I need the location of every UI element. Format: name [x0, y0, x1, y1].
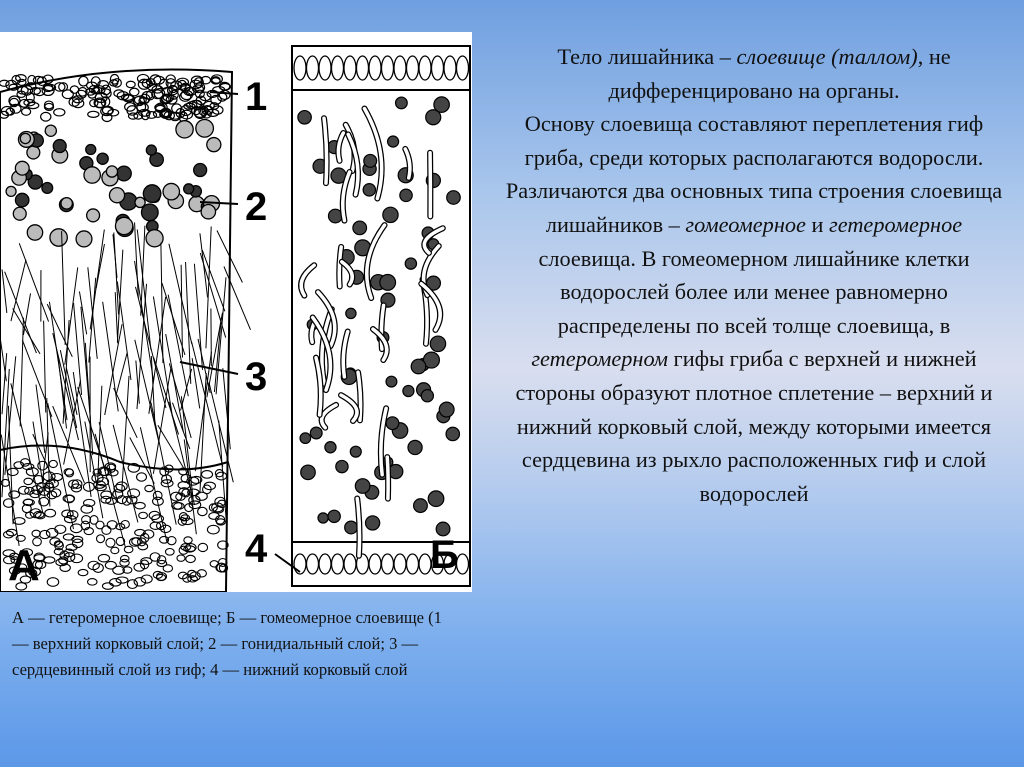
- algal-cell: [386, 376, 397, 387]
- algal-cell: [396, 97, 408, 109]
- algal-cell: [15, 193, 28, 206]
- algal-cell: [42, 183, 53, 194]
- algal-cell: [355, 479, 370, 494]
- algal-cell: [50, 229, 67, 246]
- algal-cell: [117, 166, 132, 181]
- algal-cell: [310, 427, 322, 439]
- algal-cell: [61, 198, 72, 209]
- algal-cell: [84, 167, 100, 183]
- text-fragment: гифы гриба с верхней и нижней стороны образуют плотное сплетение – верхний и нижний корковый слой, между которыми имеется сердцевина из рыхло расположенных гиф и слой водорослей: [515, 346, 993, 506]
- algal-cell: [109, 188, 124, 203]
- algal-cell: [20, 133, 30, 143]
- algal-cell: [86, 144, 96, 154]
- label-b: Б: [430, 533, 459, 577]
- algal-cell: [403, 385, 414, 396]
- text-fragment: , не дифференцировано на органы.: [608, 44, 951, 103]
- cortex-cell: [18, 79, 26, 85]
- algal-cell: [421, 390, 433, 402]
- algal-cell: [300, 433, 311, 444]
- algal-cell: [13, 207, 26, 220]
- algal-cell: [439, 402, 454, 417]
- text-fragment: Основу слоевища составляют переплетения гиф гриба, среди которых располагаются водоросли.: [524, 111, 984, 170]
- algal-cell: [447, 191, 461, 205]
- algal-cell: [364, 154, 377, 167]
- main-description-text: [500, 40, 1008, 510]
- algal-cell: [196, 119, 214, 137]
- algal-cell: [388, 136, 399, 147]
- algal-cell: [53, 140, 66, 153]
- algal-cell: [194, 164, 207, 177]
- algal-cell: [97, 153, 108, 164]
- algal-cell: [45, 125, 56, 136]
- algal-cell: [163, 183, 179, 199]
- term-heteromerous: гетеромерном: [531, 346, 668, 372]
- fungal-hypha-inner: [387, 457, 388, 499]
- homeomerous-thallus-drawing: [292, 46, 470, 586]
- algal-cell: [15, 161, 29, 175]
- algal-cell: [408, 440, 422, 454]
- algal-cell: [380, 275, 396, 291]
- algal-cell: [325, 442, 336, 453]
- text-fragment: слоевища. В гомеомерном лишайнике клетки водорослей более или менее равномерно распределены по всей толще слоевища, в: [538, 245, 970, 338]
- algal-cell: [27, 225, 42, 240]
- algal-cell: [414, 499, 428, 513]
- algal-cell: [176, 121, 193, 138]
- algal-cell: [141, 204, 158, 221]
- algal-cell: [383, 207, 398, 222]
- lichen-section-drawing: [0, 32, 472, 592]
- heteromerous-thallus-drawing: [0, 70, 251, 593]
- algal-cell: [386, 417, 399, 430]
- label-3: 3: [245, 355, 268, 399]
- algal-cell: [345, 521, 358, 534]
- algal-cell: [328, 510, 340, 522]
- fungal-hypha-inner: [339, 247, 341, 287]
- algal-cell: [207, 138, 221, 152]
- text-fragment: и: [805, 211, 830, 237]
- algal-cell: [353, 221, 367, 235]
- algal-cell: [411, 359, 426, 374]
- algal-cell: [6, 186, 16, 196]
- label-a: А: [8, 541, 40, 590]
- algal-cell: [350, 446, 361, 457]
- label-2: 2: [245, 185, 268, 229]
- algal-cell: [336, 460, 348, 472]
- algal-cell: [434, 97, 449, 112]
- text-fragment: Тело лишайника –: [557, 44, 737, 69]
- algal-cell: [146, 145, 156, 155]
- algal-cell: [298, 111, 311, 124]
- algal-cell: [446, 427, 459, 440]
- algal-cell: [318, 513, 328, 523]
- algal-cell: [405, 258, 416, 269]
- algal-cell: [301, 465, 316, 480]
- algal-cell: [400, 189, 412, 201]
- algal-cell: [87, 209, 100, 222]
- label-4: 4: [245, 527, 268, 571]
- label-1: 1: [245, 75, 268, 119]
- lichen-section-illustration: [0, 32, 472, 592]
- algal-cell: [201, 205, 215, 219]
- algal-cell: [115, 217, 132, 234]
- algal-cell: [184, 184, 194, 194]
- algal-cell: [365, 516, 379, 530]
- algal-cell: [106, 166, 117, 177]
- term-thallus: слоевище (таллом): [736, 44, 918, 69]
- figure-caption: А — гетеромерное слоевище; Б — гомеомерное слоевище (1 — верхний корковый слой; 2 — гонидиальный слой; 3 — сердцевинный слой из гиф; 4 — нижний корковый слой: [12, 608, 442, 680]
- term-homeomerous: гомеомерное: [685, 211, 806, 237]
- algal-cell: [76, 231, 92, 247]
- algal-cell: [430, 336, 445, 351]
- algal-cell: [346, 308, 356, 318]
- algal-cell: [363, 184, 375, 196]
- term-heteromerous: гетеромерное: [829, 211, 963, 237]
- algal-cell: [27, 146, 40, 159]
- algal-cell: [143, 185, 161, 203]
- text-fragment: Различаются два основных типа строения слоевища лишайников –: [505, 178, 1003, 237]
- algal-cell: [428, 491, 444, 507]
